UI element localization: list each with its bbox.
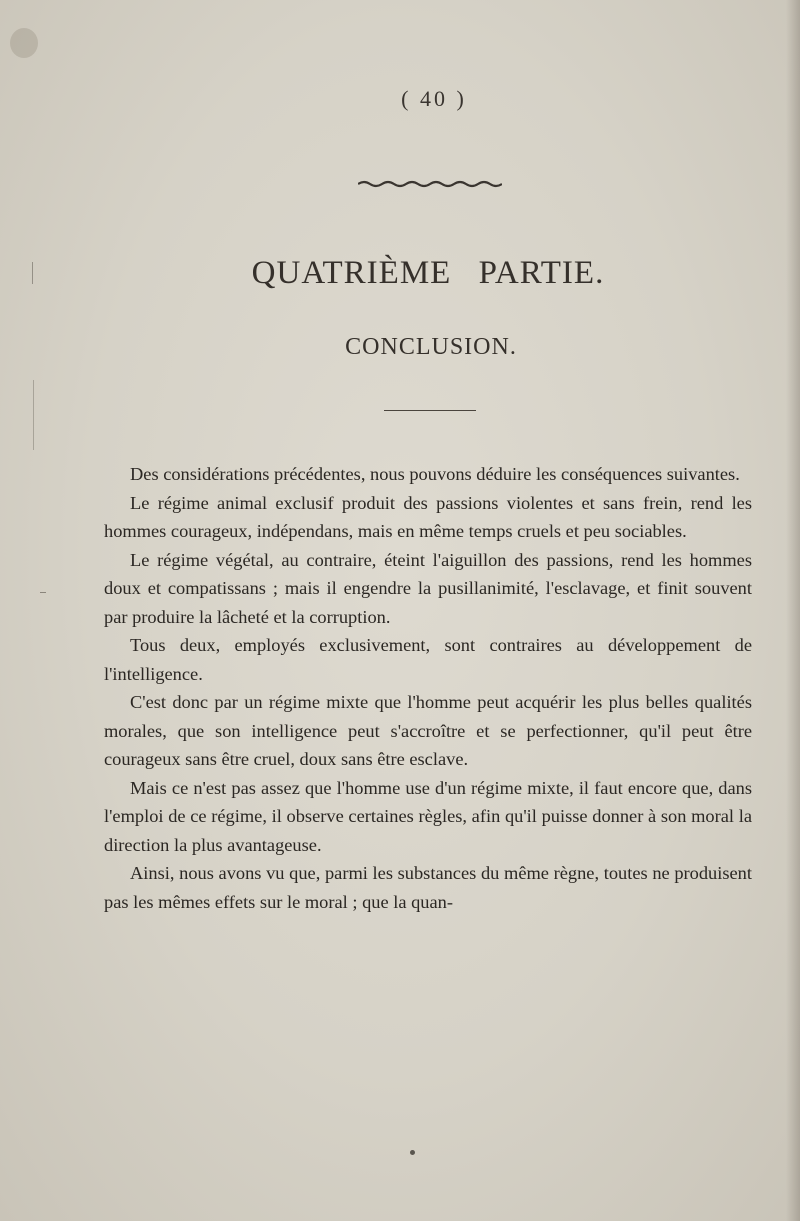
- paragraph: C'est donc par un régime mixte que l'homme peut acquérir les plus belles qualités morales, que son intelligence peut s'accroître et se perfectionner, qu'il peut être courageux sans être cruel, doux sans être esclave.: [104, 692, 752, 769]
- paper-stain: [10, 28, 38, 58]
- margin-mark: [33, 380, 34, 450]
- paper-stain: [410, 1150, 415, 1155]
- paragraph: Le régime animal exclusif produit des passions violentes et sans frein, rend les hommes courageux, indépendans, mais en même temps cruels et peu sociables.: [104, 492, 752, 541]
- paragraph: Des considérations précédentes, nous pouvons déduire les conséquences suivantes.: [130, 464, 740, 484]
- body-text: [104, 460, 752, 916]
- ornament-divider: [358, 180, 502, 188]
- paragraph: Le régime végétal, au contraire, éteint l'aiguillon des passions, rend les hommes doux et compatissans ; mais il engendre la pusillanimité, l'esclavage, et finit souvent par produire la lâcheté et la corruption.: [104, 549, 752, 627]
- page-number: ( 40 ): [401, 86, 467, 111]
- divider-rule: [384, 410, 476, 411]
- section-title: CONCLUSION.: [345, 334, 517, 360]
- paragraph: Tous deux, employés exclusivement, sont contraires au développement de l'intelligence.: [104, 635, 752, 684]
- paragraph: Ainsi, nous avons vu que, parmi les substances du même règne, toutes ne produisent pas les mêmes effets sur le moral ; que la quan-: [104, 863, 752, 912]
- paragraph: Mais ce n'est pas assez que l'homme use d'un régime mixte, il faut encore que, dans l'emploi de ce régime, il observe certaines règles, afin qu'il puisse donner à son moral la direction la plus avantageuse.: [104, 777, 752, 855]
- margin-mark: [40, 592, 46, 593]
- part-title: QUATRIÈME PARTIE.: [251, 255, 605, 291]
